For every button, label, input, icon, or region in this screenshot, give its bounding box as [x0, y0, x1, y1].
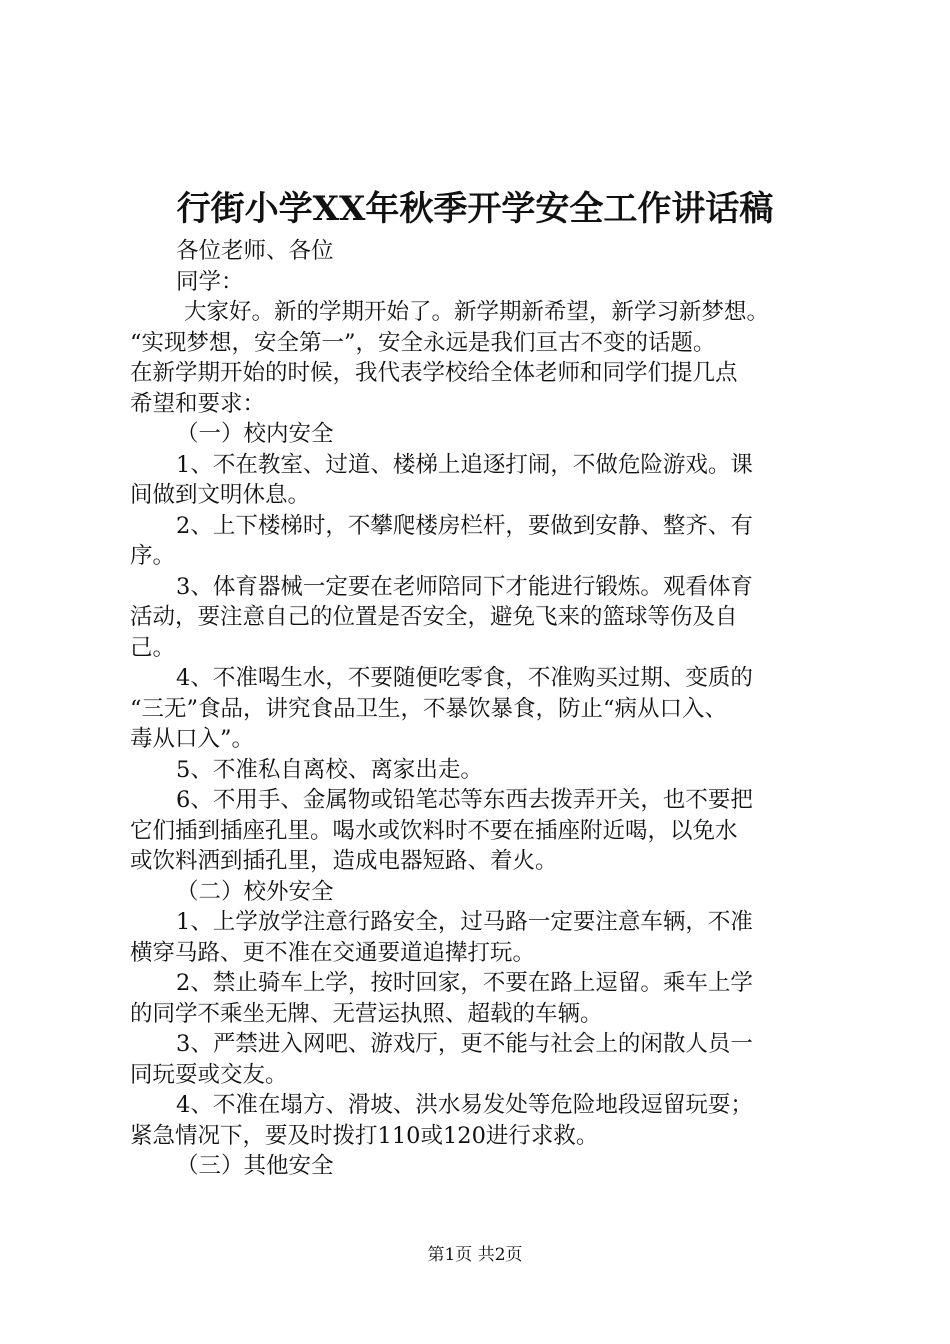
text-line: 2、上下楼梯时，不攀爬楼房栏杆，要做到安静、整齐、有 — [176, 512, 753, 539]
text-line: （三）其他安全 — [176, 1153, 334, 1179]
text-line: 3、严禁进入网吧、游戏厅，更不能与社会上的闲散人员一 — [176, 1031, 753, 1057]
text-line: 活动，要注意自己的位置是否安全，避免飞来的篮球等伤及自 — [130, 604, 738, 630]
text-line: 同学： — [176, 268, 244, 295]
page-footer: 第1页 共2页 — [427, 1245, 523, 1265]
text-line: 6、不用手、金属物或铅笔芯等东西去拨弄开关，也不要把 — [176, 787, 753, 813]
text-line: 希望和要求： — [130, 390, 266, 417]
text-line: 在新学期开始的时候，我代表学校给全体老师和同学们提几点 — [130, 360, 738, 386]
text-line: 各位老师、各位 — [176, 238, 334, 264]
text-line: 4、不准在塌方、滑坡、洪水易发处等危险地段逗留玩耍； — [176, 1092, 753, 1118]
text-line: 毒从口入”。 — [130, 726, 255, 752]
text-line: 间做到文明休息。 — [130, 482, 311, 508]
text-line: 2、禁止骑车上学，按时回家，不要在路上逗留。乘车上学 — [176, 970, 753, 996]
text-line: 3、体育器械一定要在老师陪同下才能进行锻炼。观看体育 — [176, 573, 753, 600]
document-title: 行街小学XX年秋季开学安全工作讲话稿 — [176, 189, 774, 229]
text-line: 1、上学放学注意行路安全，过马路一定要注意车辆，不准 — [176, 909, 753, 935]
text-line: 它们插到插座孔里。喝水或饮料时不要在插座附近喝，以免水 — [130, 817, 738, 844]
text-line: （二）校外安全 — [176, 878, 334, 905]
text-line: 紧急情况下，要及时拨打110或120进行求救。 — [130, 1122, 599, 1149]
text-line: 5、不准私自离校、离家出走。 — [176, 756, 483, 783]
text-line: “三无”食品，讲究食品卫生，不暴饮暴食，防止“病从口入、 — [130, 695, 728, 722]
text-line: 横穿马路、更不准在交通要道追撵打玩。 — [130, 939, 536, 966]
text-line: （一）校内安全 — [176, 421, 334, 447]
text-line: 的同学不乘坐无牌、无营运执照、超载的车辆。 — [130, 1000, 603, 1027]
text-line: 1、不在教室、过道、楼梯上追逐打闹，不做危险游戏。课 — [176, 451, 753, 478]
text-line: 序。 — [130, 543, 176, 569]
text-line: 同玩耍或交友。 — [130, 1061, 288, 1088]
text-line: 或饮料洒到插孔里，造成电器短路、着火。 — [130, 848, 558, 874]
text-line: 己。 — [130, 634, 176, 661]
text-line: 4、不准喝生水，不要随便吃零食，不准购买过期、变质的 — [176, 665, 753, 691]
text-line: “实现梦想，安全第一”，安全永远是我们亘古不变的话题。 — [130, 329, 716, 356]
text-line: 大家好。新的学期开始了。新学期新希望，新学习新梦想。 — [184, 299, 770, 325]
document-body — [130, 236, 820, 1182]
